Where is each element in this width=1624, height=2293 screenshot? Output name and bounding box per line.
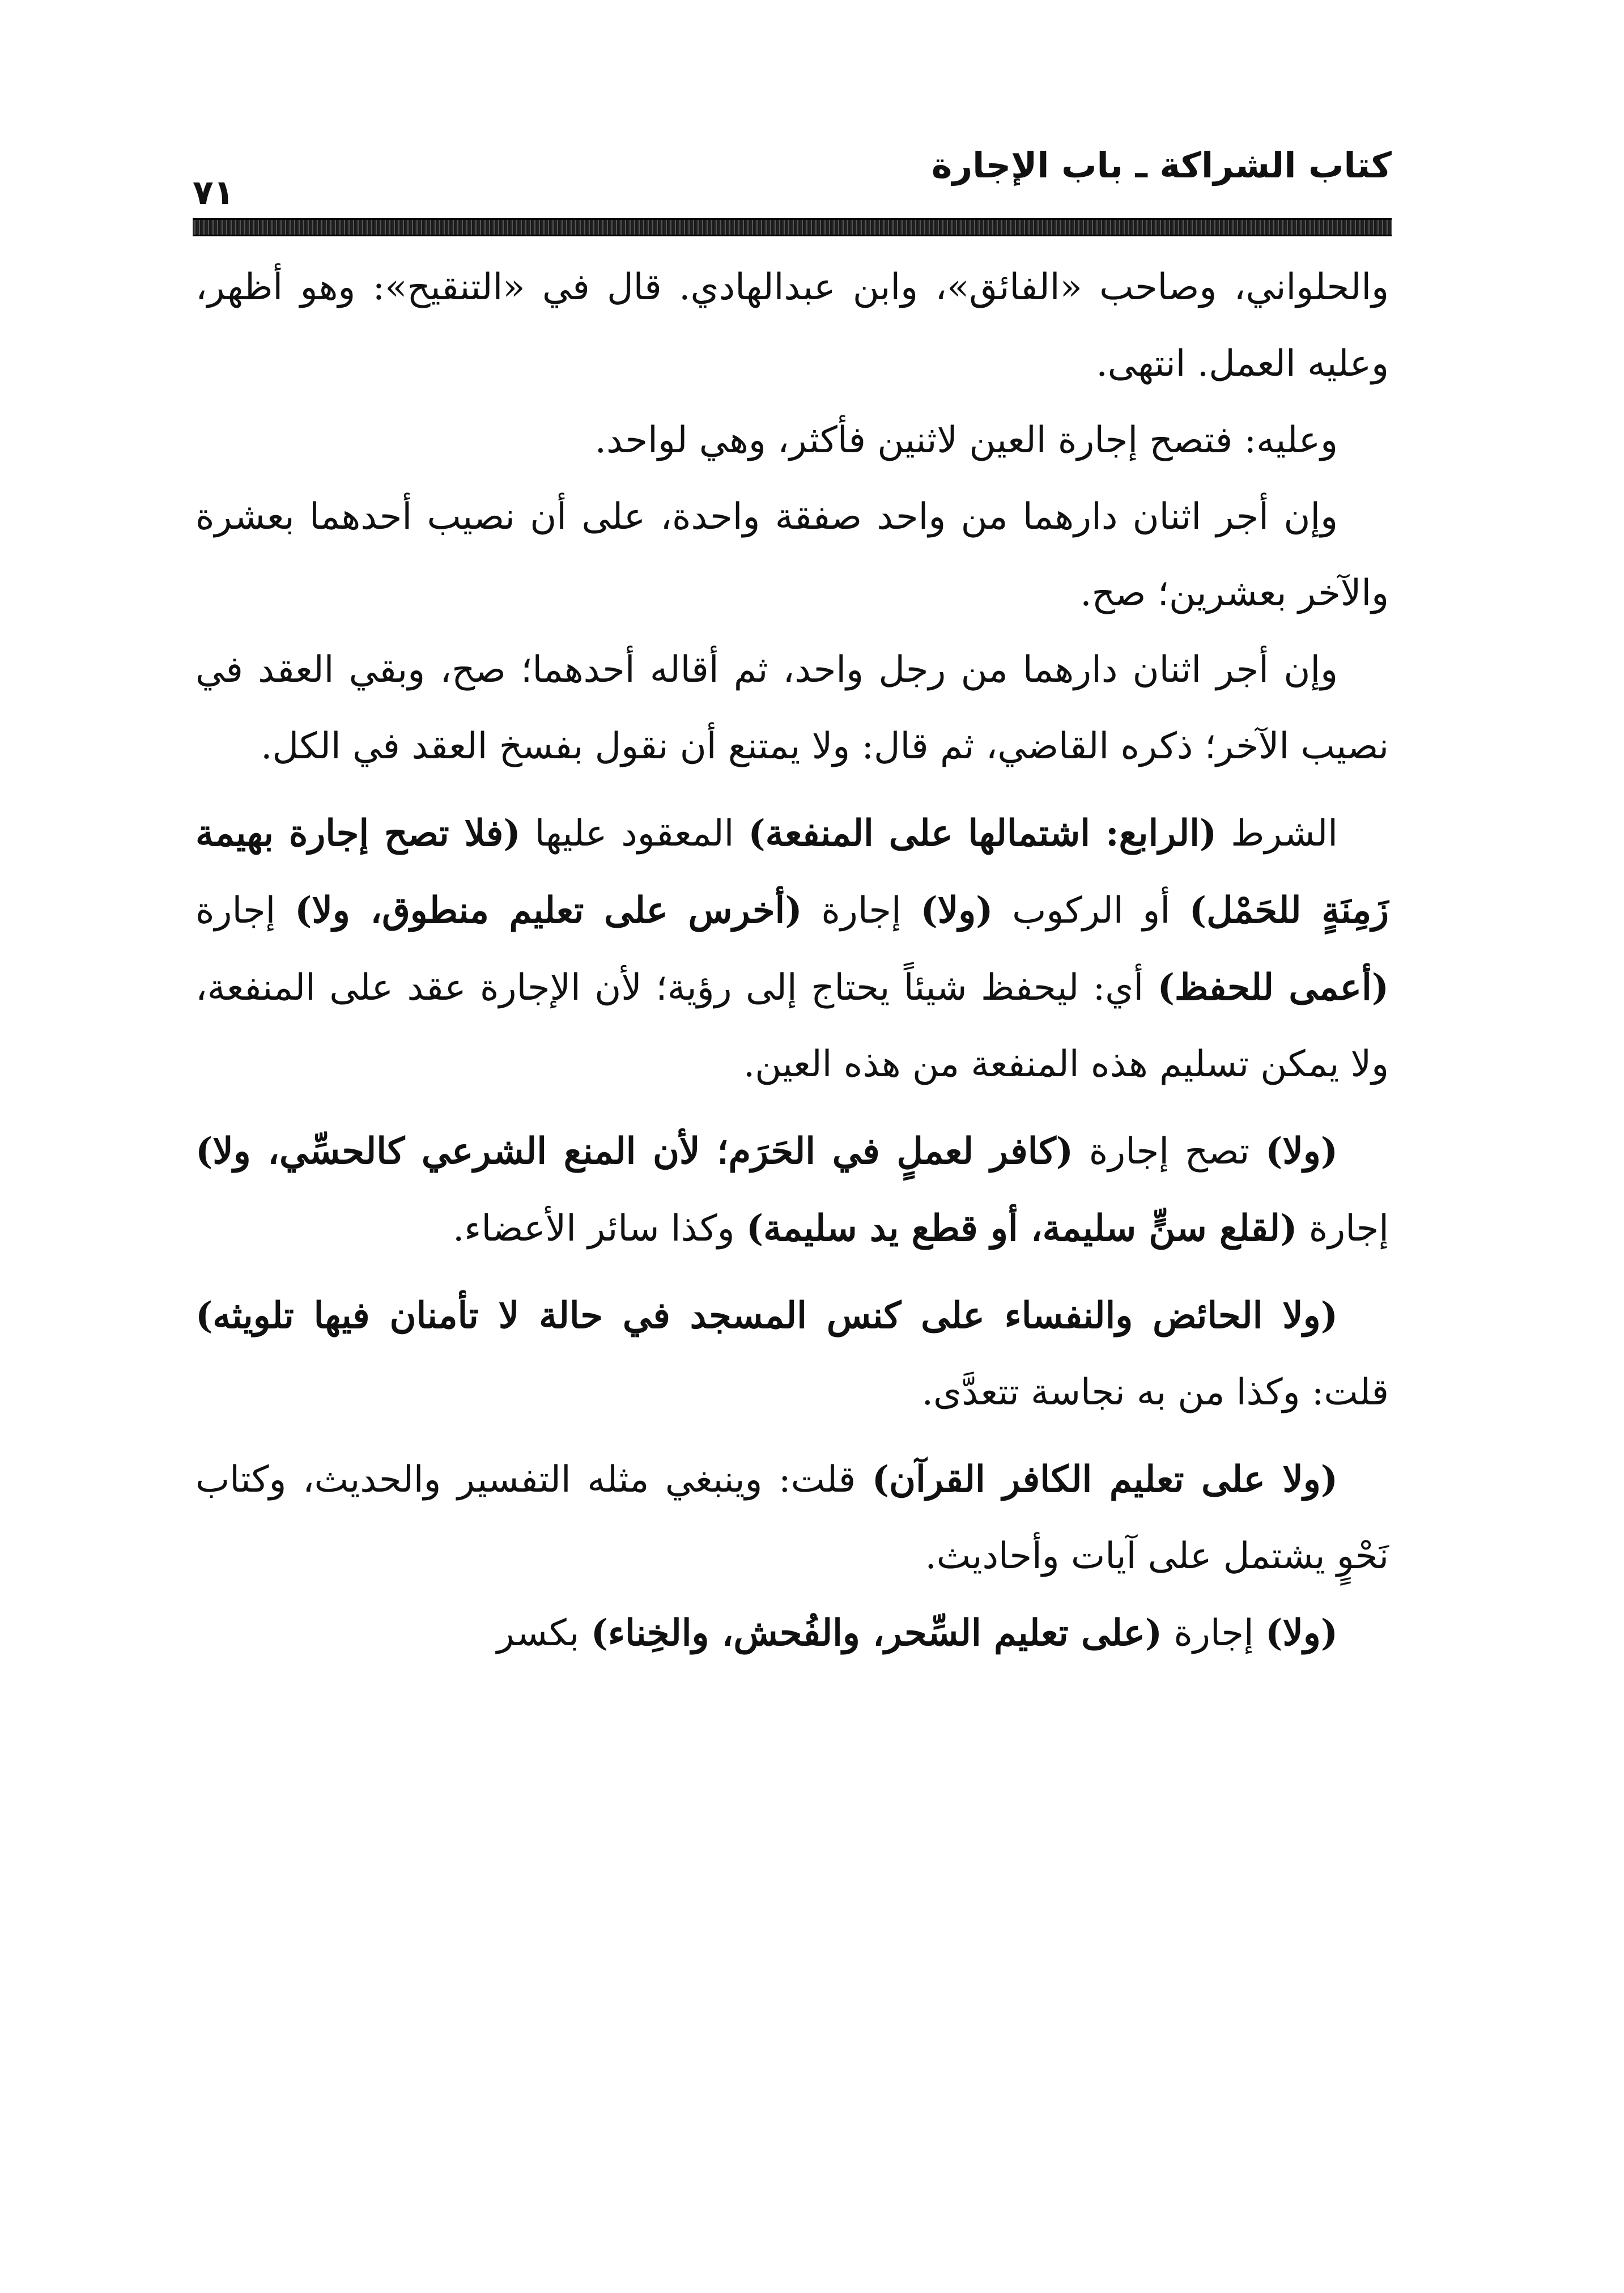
paragraph: [195, 1441, 1389, 1595]
paragraph: [195, 1277, 1389, 1431]
text-segment: إجارة: [195, 890, 295, 932]
text-segment: إجارة: [1297, 1208, 1389, 1250]
bold-text-segment: (ولا): [1265, 1130, 1338, 1173]
paragraph: [195, 249, 1389, 402]
running-title: كتاب الشراكة ـ باب الإجارة: [931, 145, 1392, 186]
text-segment: أو الركوب: [993, 890, 1189, 932]
paragraph: [195, 402, 1389, 479]
text-segment: أي: ليحفظ شيئاً يحتاج إلى رؤية؛ لأن الإجارة عقد على المنفعة، ولا يمكن تسليم هذه المنفعة من هذه العين.: [195, 967, 1389, 1085]
paragraph: [195, 479, 1389, 632]
text-segment: والحلواني، وصاحب «الفائق»، وابن عبدالهادي. قال في «التنقيح»: وهو أظهر، وعليه العمل. انتهى.: [195, 266, 1389, 385]
bold-text-segment: (على تعليم السِّحر، والفُحش، والخِناء): [590, 1612, 1163, 1654]
paragraph: [195, 795, 1389, 1103]
text-segment: وكذا سائر الأعضاء.: [452, 1208, 746, 1250]
paragraph: [195, 632, 1389, 785]
bold-text-segment: (لقلع سنٍّ سليمة، أو قطع يد سليمة): [746, 1207, 1298, 1250]
text-segment: وإن أجر اثنان دارهما من واحد صفقة واحدة، على أن نصيب أحدهما بعشرة والآخر بعشرين؛ صح.: [195, 496, 1389, 614]
bold-text-segment: (ولا الحائض والنفساء على كنس المسجد في حالة لا تأمنان فيها تلويثه): [195, 1294, 1338, 1337]
bold-text-segment: (كافر لعملٍ في الحَرَم؛ لأن المنع الشرعي كالحسِّي، ولا): [195, 1130, 1073, 1173]
paragraph: [195, 1113, 1389, 1267]
text-segment: قلت: وكذا من به نجاسة تتعدَّى.: [921, 1371, 1389, 1413]
text-segment: تصح إجارة: [1073, 1131, 1266, 1173]
text-segment: الشرط: [1217, 813, 1338, 855]
text-segment: إجارة: [1162, 1612, 1266, 1654]
body-text: [195, 249, 1389, 1672]
bold-text-segment: (أعمى للحفظ): [1157, 966, 1389, 1009]
text-segment: قلت: وينبغي مثله التفسير والحديث، وكتاب نَحْوٍ يشتمل على آيات وأحاديث.: [195, 1459, 1389, 1577]
bold-text-segment: (فلا تصح إجارة بهيمة زَمِنَةٍ للحَمْل): [195, 812, 1389, 932]
bold-text-segment: (الرابع: اشتمالها على المنفعة): [748, 812, 1217, 855]
bold-text-segment: (ولا): [920, 889, 993, 932]
bold-text-segment: (ولا على تعليم الكافر القرآن): [871, 1458, 1338, 1501]
bold-text-segment: (أخرس على تعليم منطوق، ولا): [295, 889, 802, 932]
text-segment: المعقود عليها: [520, 813, 749, 855]
text-segment: وإن أجر اثنان دارهما من رجل واحد، ثم أقاله أحدهما؛ صح، وبقي العقد في نصيب الآخر؛ ذكره القاضي، ثم قال: ولا يمتنع أن نقول بفسخ العقد في الكل.: [195, 649, 1389, 767]
header-rule: [193, 218, 1392, 236]
paragraph: [195, 1595, 1389, 1672]
bold-text-segment: (ولا): [1265, 1612, 1338, 1654]
text-segment: وعليه: فتصح إجارة العين لاثنين فأكثر، وهي لواحد.: [594, 419, 1338, 461]
text-segment: بكسر: [496, 1612, 591, 1654]
page-number: ٧١: [193, 173, 235, 213]
text-segment: إجارة: [802, 890, 921, 932]
